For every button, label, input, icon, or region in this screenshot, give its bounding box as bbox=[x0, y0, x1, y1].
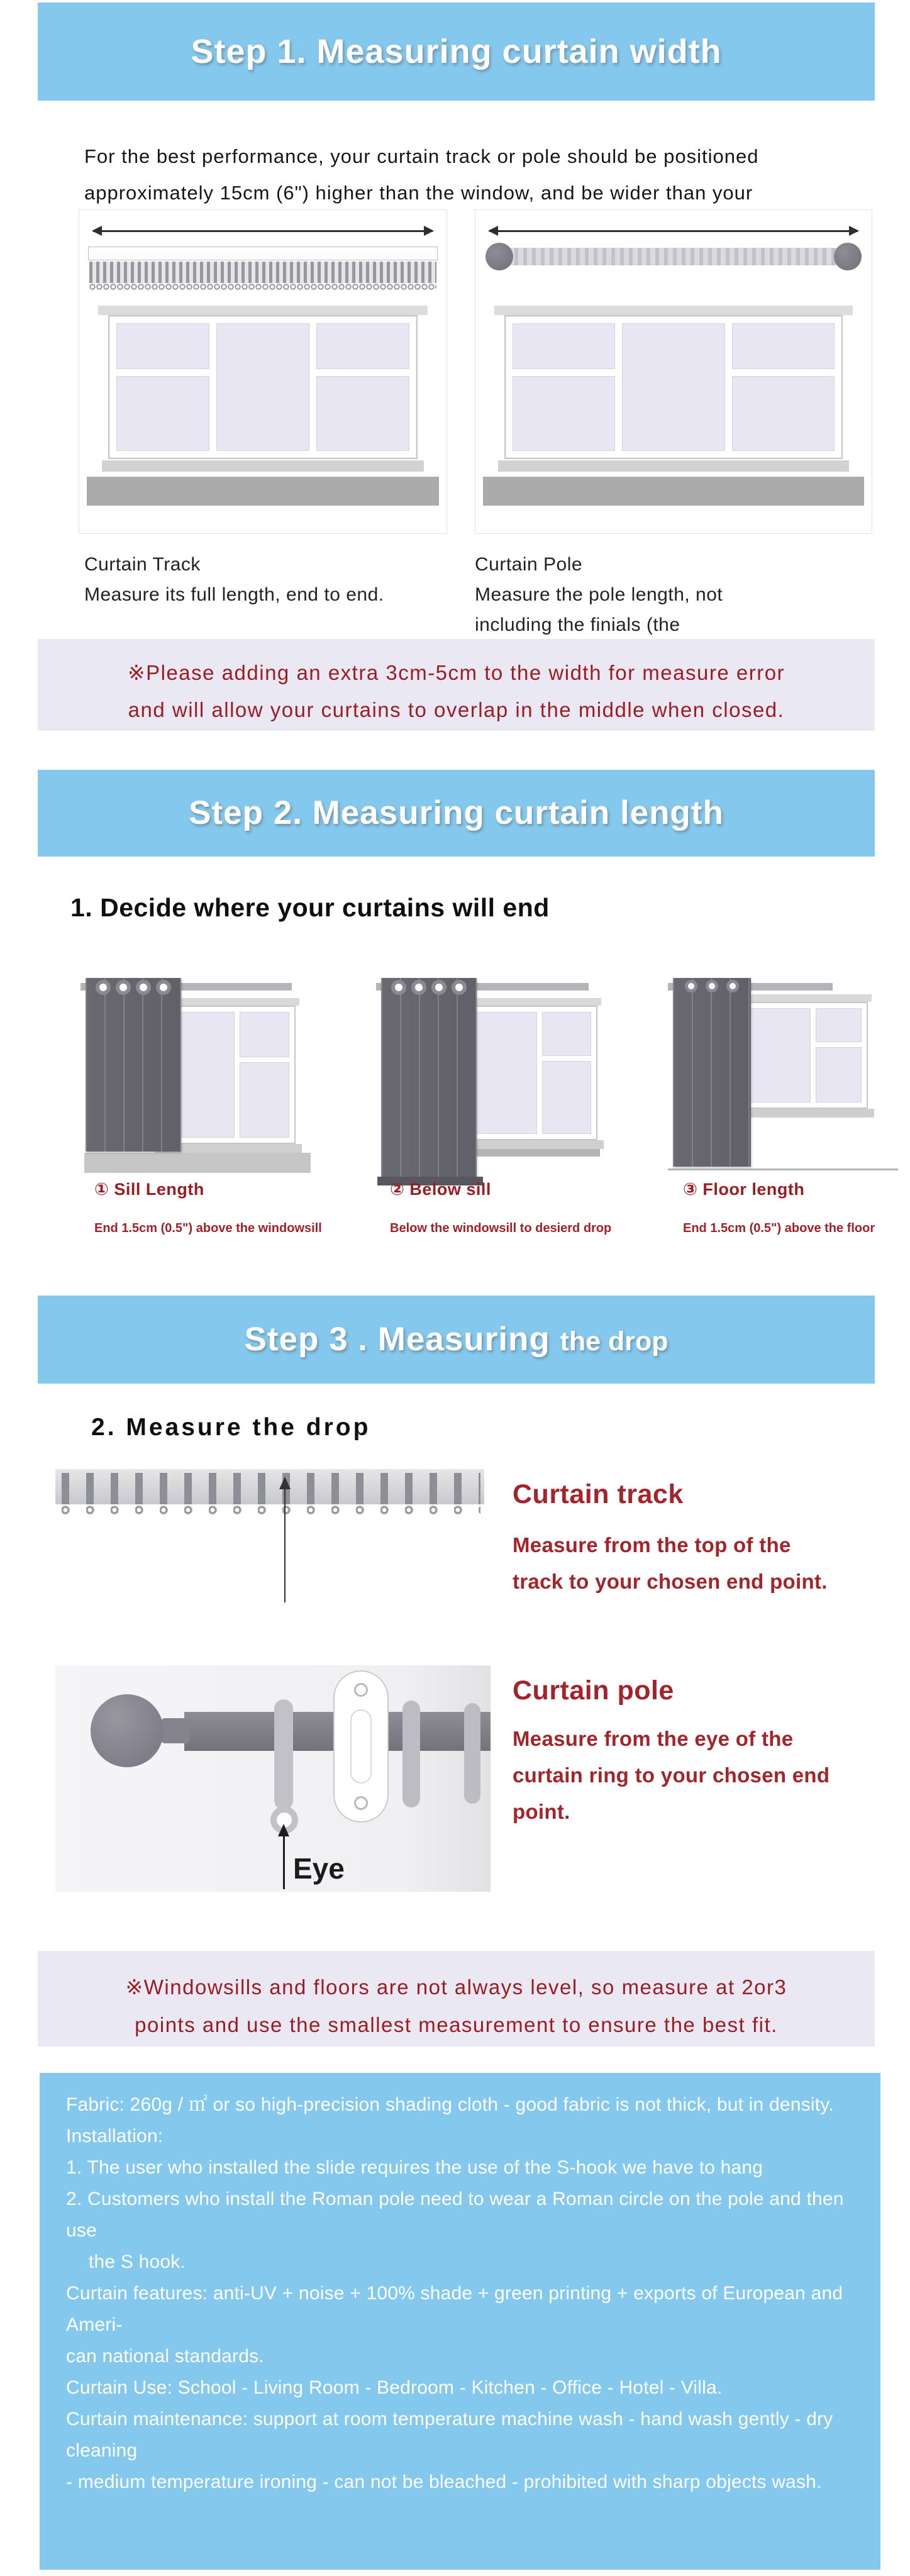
width-arrow-icon bbox=[93, 230, 433, 232]
window-column-right bbox=[732, 323, 835, 451]
grommet-icon bbox=[391, 980, 406, 995]
intro-line-1: For the best performance, your curtain track or pole should be positioned bbox=[84, 145, 759, 167]
window-pane bbox=[116, 376, 209, 451]
option-below-sill-desc: Below the windowsill to desierd drop bbox=[390, 1221, 612, 1235]
curtain-pole-desc bbox=[513, 1721, 830, 1830]
window-pane bbox=[240, 1062, 289, 1138]
window bbox=[464, 998, 597, 1157]
window-column-left bbox=[748, 1008, 811, 1102]
curtain-pole-window-figure bbox=[475, 209, 872, 534]
step3-banner bbox=[38, 1296, 875, 1384]
width-note-box bbox=[38, 639, 875, 731]
window-base bbox=[462, 1149, 600, 1157]
info-line-features: Curtain features: anti-UV + noise + 100% shade + green printing + exports of European and Ameri- bbox=[66, 2283, 843, 2335]
grommet-icon bbox=[706, 980, 718, 992]
curtain-track-desc-line: track to your chosen end point. bbox=[513, 1570, 828, 1593]
window-lintel bbox=[98, 306, 428, 315]
curtain-track-housing bbox=[88, 247, 438, 260]
curtain-pole-desc-line: point. bbox=[513, 1800, 570, 1823]
curtain-pole-desc-line: Measure from the eye of the bbox=[513, 1727, 794, 1750]
curtain-track-gliders bbox=[89, 262, 436, 283]
curtain-grommets bbox=[381, 980, 477, 995]
window-pane bbox=[748, 1008, 811, 1102]
window-sill bbox=[102, 460, 424, 472]
floor-length-figure bbox=[668, 977, 883, 1173]
floor-line bbox=[668, 1169, 898, 1170]
arrow-shaft bbox=[283, 1831, 285, 1889]
window-frame bbox=[108, 315, 418, 459]
track-drop-diagram bbox=[55, 1469, 484, 1620]
window-pane bbox=[513, 323, 615, 369]
curtain-track-rings bbox=[62, 1504, 480, 1518]
grommet-icon bbox=[411, 980, 426, 995]
step2-banner bbox=[38, 770, 875, 857]
curtain-grommets bbox=[86, 980, 181, 995]
step2-heading: 1. Decide where your curtains will end bbox=[70, 893, 550, 922]
window-lintel bbox=[494, 306, 853, 315]
curtain-ring-hanging bbox=[274, 1699, 293, 1810]
window-column-right bbox=[816, 1008, 862, 1102]
window-column-right bbox=[542, 1012, 591, 1134]
option-sill-length-label: ① Sill Length bbox=[94, 1180, 204, 1199]
bracket-screw-icon bbox=[354, 1683, 368, 1697]
window-column-left bbox=[116, 323, 209, 451]
window-frame bbox=[504, 315, 843, 459]
pole-finial-right bbox=[834, 243, 862, 270]
window-lintel bbox=[460, 998, 601, 1006]
window-pane bbox=[732, 376, 835, 451]
grommet-icon bbox=[116, 980, 131, 995]
curtain-pole-caption-line: including the finials (the bbox=[475, 614, 680, 635]
curtain-pole-rod bbox=[506, 248, 841, 265]
step3-heading: 2. Measure the drop bbox=[91, 1414, 371, 1441]
curtain-track-title: Curtain track bbox=[513, 1479, 684, 1509]
curtain-grommets bbox=[673, 980, 751, 992]
window-frame bbox=[742, 1002, 868, 1109]
pole-bracket bbox=[333, 1670, 389, 1823]
arrow-shaft bbox=[284, 1484, 286, 1602]
window-lintel bbox=[738, 994, 872, 1002]
curtain-panel bbox=[381, 978, 477, 1177]
curtain-pole-caption-line: Measure the pole length, not bbox=[475, 584, 723, 605]
info-line-install-2b: the S hook. bbox=[89, 2251, 186, 2272]
info-line-maintenance-2: - medium temperature ironing - can not be bleached - prohibited with sharp objects wash. bbox=[66, 2472, 822, 2492]
curtain-track-caption-title: Curtain Track bbox=[84, 554, 201, 575]
window-pane bbox=[816, 1008, 862, 1042]
curtain-panel bbox=[86, 978, 181, 1152]
product-info-block bbox=[40, 2073, 880, 2570]
window-pane bbox=[542, 1012, 591, 1056]
window-base bbox=[87, 477, 439, 506]
window-pane bbox=[513, 376, 615, 451]
option-floor-length-desc: End 1.5cm (0.5") above the floor bbox=[683, 1221, 875, 1235]
window-sill bbox=[458, 1140, 604, 1149]
info-line-use: Curtain Use: School - Living Room - Bedroom - Kitchen - Office - Hotel - Villa. bbox=[66, 2377, 723, 2398]
option-sill-length-desc: End 1.5cm (0.5") above the windowsill bbox=[94, 1221, 322, 1235]
bracket-screw-icon bbox=[354, 1796, 368, 1810]
pole-drop-diagram bbox=[55, 1665, 491, 1892]
curtain-track-hooks bbox=[89, 283, 436, 291]
window-column-mid bbox=[622, 323, 724, 451]
grommet-icon bbox=[156, 980, 171, 995]
window-column-right bbox=[316, 323, 409, 451]
width-note-line-1: ※Please adding an extra 3cm-5cm to the width for measure error bbox=[127, 661, 785, 684]
curtain-track-caption bbox=[84, 550, 384, 610]
window-column-mid bbox=[216, 323, 309, 451]
level-note-box bbox=[38, 1951, 875, 2046]
window-base bbox=[483, 477, 864, 506]
up-arrow-icon bbox=[278, 1824, 289, 1889]
curtain-ring bbox=[402, 1701, 420, 1807]
curtain-ring bbox=[464, 1703, 480, 1804]
grommet-icon bbox=[452, 980, 467, 995]
option-floor-length-label: ③ Floor length bbox=[683, 1180, 805, 1199]
option-below-sill-label: ② Below sill bbox=[390, 1180, 491, 1199]
step3-banner-subtitle: the drop bbox=[560, 1326, 669, 1357]
window-column-right bbox=[240, 1012, 289, 1138]
grommet-icon bbox=[726, 980, 739, 992]
pole-finial-left bbox=[486, 243, 513, 270]
curtain-track-caption-line: Measure its full length, end to end. bbox=[84, 584, 384, 605]
info-line-install-2: 2. Customers who install the Roman pole need to wear a Roman circle on the pole and then use bbox=[66, 2189, 844, 2241]
window bbox=[742, 994, 868, 1118]
window-base bbox=[84, 1153, 311, 1173]
curtain-pole-title: Curtain pole bbox=[513, 1675, 674, 1706]
pole-finial-neck bbox=[161, 1718, 190, 1743]
window-pane bbox=[116, 323, 209, 369]
window-pane bbox=[240, 1012, 289, 1057]
width-note-line-2: and will allow your curtains to overlap in the middle when closed. bbox=[128, 698, 785, 721]
curtain-track-desc bbox=[513, 1527, 828, 1600]
window-pane bbox=[542, 1061, 591, 1134]
intro-line-2: approximately 15cm (6") higher than the window, and be wider than your bbox=[84, 182, 753, 204]
window-pane bbox=[216, 323, 309, 451]
window-column-left bbox=[513, 323, 615, 451]
curtain-track-window-figure bbox=[79, 209, 447, 534]
info-line-install-1: 1. The user who installed the slide requires the use of the S-hook we have to hang bbox=[66, 2157, 763, 2178]
curtain-pole-caption bbox=[475, 550, 723, 640]
curtain-track-desc-line: Measure from the top of the bbox=[513, 1533, 791, 1557]
window-sill bbox=[736, 1109, 874, 1118]
pole-finial bbox=[91, 1694, 164, 1767]
step1-intro-paragraph bbox=[84, 138, 758, 211]
level-note-line-1: ※Windowsills and floors are not always level, so measure at 2or3 bbox=[125, 1975, 787, 1999]
up-arrow-icon bbox=[279, 1477, 291, 1602]
window-pane bbox=[816, 1047, 862, 1102]
eye-label: Eye bbox=[293, 1852, 345, 1885]
curtain-pole-desc-line: curtain ring to your chosen end bbox=[513, 1763, 830, 1787]
window-pane bbox=[732, 323, 835, 369]
step1-banner bbox=[38, 3, 875, 101]
window-pane bbox=[316, 323, 409, 369]
window-pane bbox=[622, 323, 724, 451]
info-line-features-2: can national standards. bbox=[66, 2346, 264, 2367]
window-pane bbox=[316, 376, 409, 451]
window-column-left bbox=[470, 1012, 537, 1134]
curtain-panel bbox=[673, 978, 751, 1167]
below-sill-figure bbox=[376, 977, 605, 1185]
width-arrow-icon bbox=[489, 230, 858, 232]
grommet-icon bbox=[685, 980, 697, 992]
window-frame bbox=[464, 1006, 597, 1140]
grommet-icon bbox=[136, 980, 151, 995]
level-note-line-2: points and use the smallest measurement to ensure the best fit. bbox=[135, 2013, 778, 2036]
step3-banner-title: Step 3 . Measuring bbox=[244, 1321, 550, 1358]
curtain-pole-caption-title: Curtain Pole bbox=[475, 554, 583, 575]
window-sill bbox=[498, 460, 849, 472]
sill-length-figure bbox=[80, 977, 308, 1173]
info-line-maintenance: Curtain maintenance: support at room temperature machine wash - hand wash gently - dry cleaning bbox=[66, 2409, 833, 2461]
step2-banner-title: Step 2. Measuring curtain length bbox=[189, 794, 724, 831]
window bbox=[161, 998, 296, 1153]
bracket-slot bbox=[350, 1709, 372, 1784]
window-frame bbox=[161, 1006, 296, 1144]
curtain-track-gliders bbox=[62, 1473, 480, 1504]
grommet-icon bbox=[96, 980, 111, 995]
step1-banner-title: Step 1. Measuring curtain width bbox=[191, 33, 722, 70]
window-pane bbox=[470, 1012, 537, 1134]
info-line-fabric: Fabric: 260g / ㎡ or so high-precision shading cloth - good fabric is not thick, but in density. bbox=[66, 2094, 834, 2115]
grommet-icon bbox=[431, 980, 447, 995]
info-line-installation: Installation: bbox=[66, 2126, 164, 2146]
